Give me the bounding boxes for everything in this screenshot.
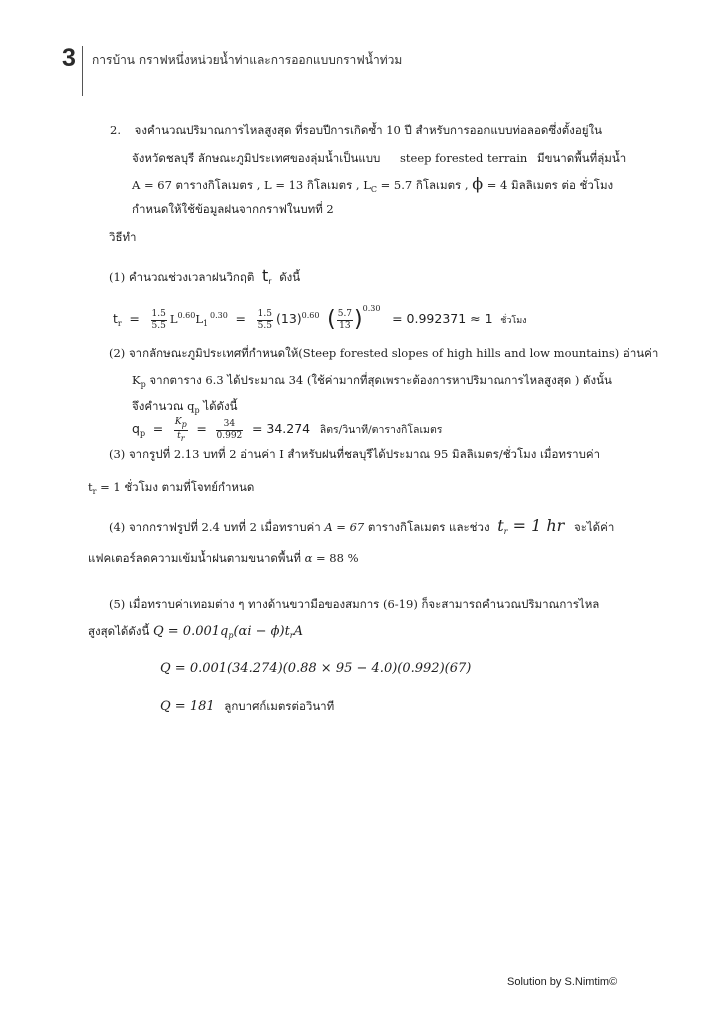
- step2-text-3b: ได้ดังนี้: [199, 399, 238, 413]
- problem-text-2a: จังหวัดชลบุรี ลักษณะภูมิประเทศของลุ่มน้ำเป็นแบบ: [132, 151, 381, 165]
- step4-text-1c: จะได้ค่า: [573, 520, 615, 534]
- equation-q-substituted: Q = 0.001(34.274)(0.88 × 95 − 4.0)(0.992)(67): [160, 661, 472, 676]
- given-area-length: A = 67 ตารางกิโลเมตร , L = 13 กิโลเมตร , L: [132, 178, 371, 192]
- fraction-1: $\frac{1.5}{5.5}$: [151, 308, 166, 331]
- problem-number: 2.: [110, 123, 121, 137]
- tr-eq-1hr: $t_r = 1$ hr: [497, 516, 565, 536]
- alpha-value: = 88 %: [312, 551, 359, 565]
- step4-line-1: [109, 518, 614, 540]
- tr-unit: ชั่วโมง: [500, 316, 527, 326]
- area-value: A = 67: [324, 520, 365, 534]
- eq-qp-lhs-sub: p: [139, 429, 146, 438]
- step1-label: [109, 268, 300, 290]
- qp-unit: ลิตร/วินาที/ตารางกิโลเมตร: [319, 424, 443, 436]
- peak-flow-formula: $Q = 0.001q_p(\alpha i - \phi)t_rA$: [152, 624, 304, 640]
- step2-text-3: จึงคำนวณ q: [132, 399, 195, 413]
- step4-text-1a: (4) จากกราฟรูปที่ 2.4 บทที่ 2 เมื่อทราบค่า: [109, 520, 321, 534]
- equation-q-result: [160, 698, 334, 715]
- eq-qp-lhs: q: [132, 421, 140, 436]
- alpha-symbol: α: [304, 551, 313, 565]
- eq-sign-3: =: [152, 421, 164, 436]
- terrain-type: steep forested terrain: [400, 151, 528, 165]
- eq-sign-2: =: [235, 311, 246, 326]
- fraction-3: $\frac{5.7}{13}$: [337, 308, 353, 331]
- step3-text-2: = 1 ชั่วโมง ตามที่โจทย์กำหนด: [96, 480, 255, 494]
- given-lc: = 5.7 กิโลเมตร ,: [376, 178, 473, 192]
- tr-symbol: $t_r$: [261, 266, 272, 286]
- var-l: L: [169, 312, 178, 326]
- chapter-number: 3: [62, 44, 76, 72]
- step2-line-1: (2) จากลักษณะภูมิประเทศที่กำหนดให้(Steep forested slopes of high hills and low mountains) อ่านค่า: [109, 346, 659, 360]
- step2-text-2: จากตาราง 6.3 ได้ประมาณ 34 (ใช้ค่ามากที่สุดเพราะต้องการหาปริมาณการไหลสูงสุด ) ดังนั้น: [145, 373, 612, 387]
- step4-line-2: [88, 550, 359, 566]
- qp-result: = 34.274: [251, 421, 311, 436]
- fraction-kp-tr: $\frac{Kp}{tr}$: [174, 416, 187, 443]
- exp-2: 0.30: [210, 311, 228, 320]
- problem-line-2: [132, 150, 626, 166]
- kp-symbol: K: [132, 373, 141, 387]
- q-unit: ลูกบาศก์เมตรต่อวินาที: [224, 699, 335, 713]
- eq-sign-1: =: [129, 311, 140, 326]
- footer-credit: Solution by S.Nimtim©: [507, 976, 618, 988]
- phi-symbol: ϕ: [472, 174, 484, 193]
- step3-line-2: [88, 479, 254, 500]
- exp-3: 0.60: [301, 311, 320, 320]
- equation-tr: $t_r$ = $\frac{1.5}{5.5}$ $L^{0.60}L_1^{0.30}$ = $\frac{1.5}{5.5}$ $(13)^{0.60}$ ( $\frac{5.7}{13}$ )$^{0.30}$ = 0.992371 ≈ 1 ชั่วโมง: [113, 304, 527, 332]
- step5-line-1: (5) เมื่อทราบค่าเทอมต่าง ๆ ทางด้านขวามือของสมการ (6-19) ก็จะสามารถคำนวณปริมาณการไหล: [109, 597, 600, 611]
- problem-line-3: [132, 176, 613, 198]
- eq-tr-lhs-sub: r: [117, 319, 122, 328]
- qp-sub: p: [194, 406, 200, 415]
- problem-line-1: [110, 122, 602, 138]
- tr-sub-2: r: [92, 487, 97, 496]
- fraction-34: $\frac{34}{0.992}$: [216, 418, 243, 441]
- step3-line-1: (3) จากรูปที่ 2.13 บทที่ 2 อ่านค่า I สำหรับฝนที่ชลบุรีได้ประมาณ 95 มิลลิเมตร/ชั่วโมง เมื่อทราบค่า: [109, 447, 601, 461]
- eq-tr-lhs: t: [113, 311, 118, 326]
- page-title: การบ้าน กราฟหนึ่งหน่วยน้ำท่าและการออกแบบกราฟน้ำท่วม: [92, 53, 403, 67]
- solution-heading: วิธีทำ: [109, 230, 137, 244]
- given-phi: = 4 มิลลิเมตร ต่อ ชั่วโมง: [483, 178, 614, 192]
- problem-line-4: กำหนดให้ใช้ข้อมูลฝนจากกราฟในบทที่ 2: [132, 202, 334, 216]
- eq-sign-4: =: [196, 421, 207, 436]
- step4-text-2a: แฟคเตอร์ลดความเข้มน้ำฝนตามขนาดพื้นที่: [88, 551, 301, 565]
- exp-1: 0.60: [177, 311, 196, 320]
- step5-line-2: [88, 623, 303, 644]
- kp-sub: p: [140, 380, 146, 389]
- problem-text-2c: มีขนาดพื้นที่ลุ่มน้ำ: [537, 151, 627, 165]
- step1-text: (1) คำนวณช่วงเวลาฝนวิกฤติ: [109, 270, 255, 284]
- step2-line-2: [132, 372, 612, 393]
- var-l1-sub: 1: [202, 319, 209, 328]
- problem-text-1: จงคำนวณปริมาณการไหลสูงสุด ที่รอบปีการเกิดซ้ำ 10 ปี สำหรับการออกแบบท่อลอดซึ่งตั้งอยู่ใน: [134, 123, 602, 137]
- tr-result: = 0.992371 ≈ 1: [392, 311, 493, 326]
- step5-text-2a: สูงสุดได้ดังนี้: [88, 624, 150, 638]
- fraction-2: $\frac{1.5}{5.5}$: [257, 308, 272, 331]
- step4-text-1b: ตารางกิโลเมตร และช่วง: [367, 520, 490, 534]
- equation-qp: [132, 416, 442, 447]
- q-result: Q = 181: [160, 699, 215, 714]
- lc-subscript: C: [370, 185, 377, 194]
- var-l1: L: [195, 312, 203, 326]
- exp-4: 0.30: [362, 304, 381, 313]
- step1-suffix: ดังนี้: [279, 270, 301, 284]
- tr-symbol-2: t: [88, 480, 93, 494]
- header-divider: [82, 46, 83, 96]
- value-13: (13): [275, 311, 302, 326]
